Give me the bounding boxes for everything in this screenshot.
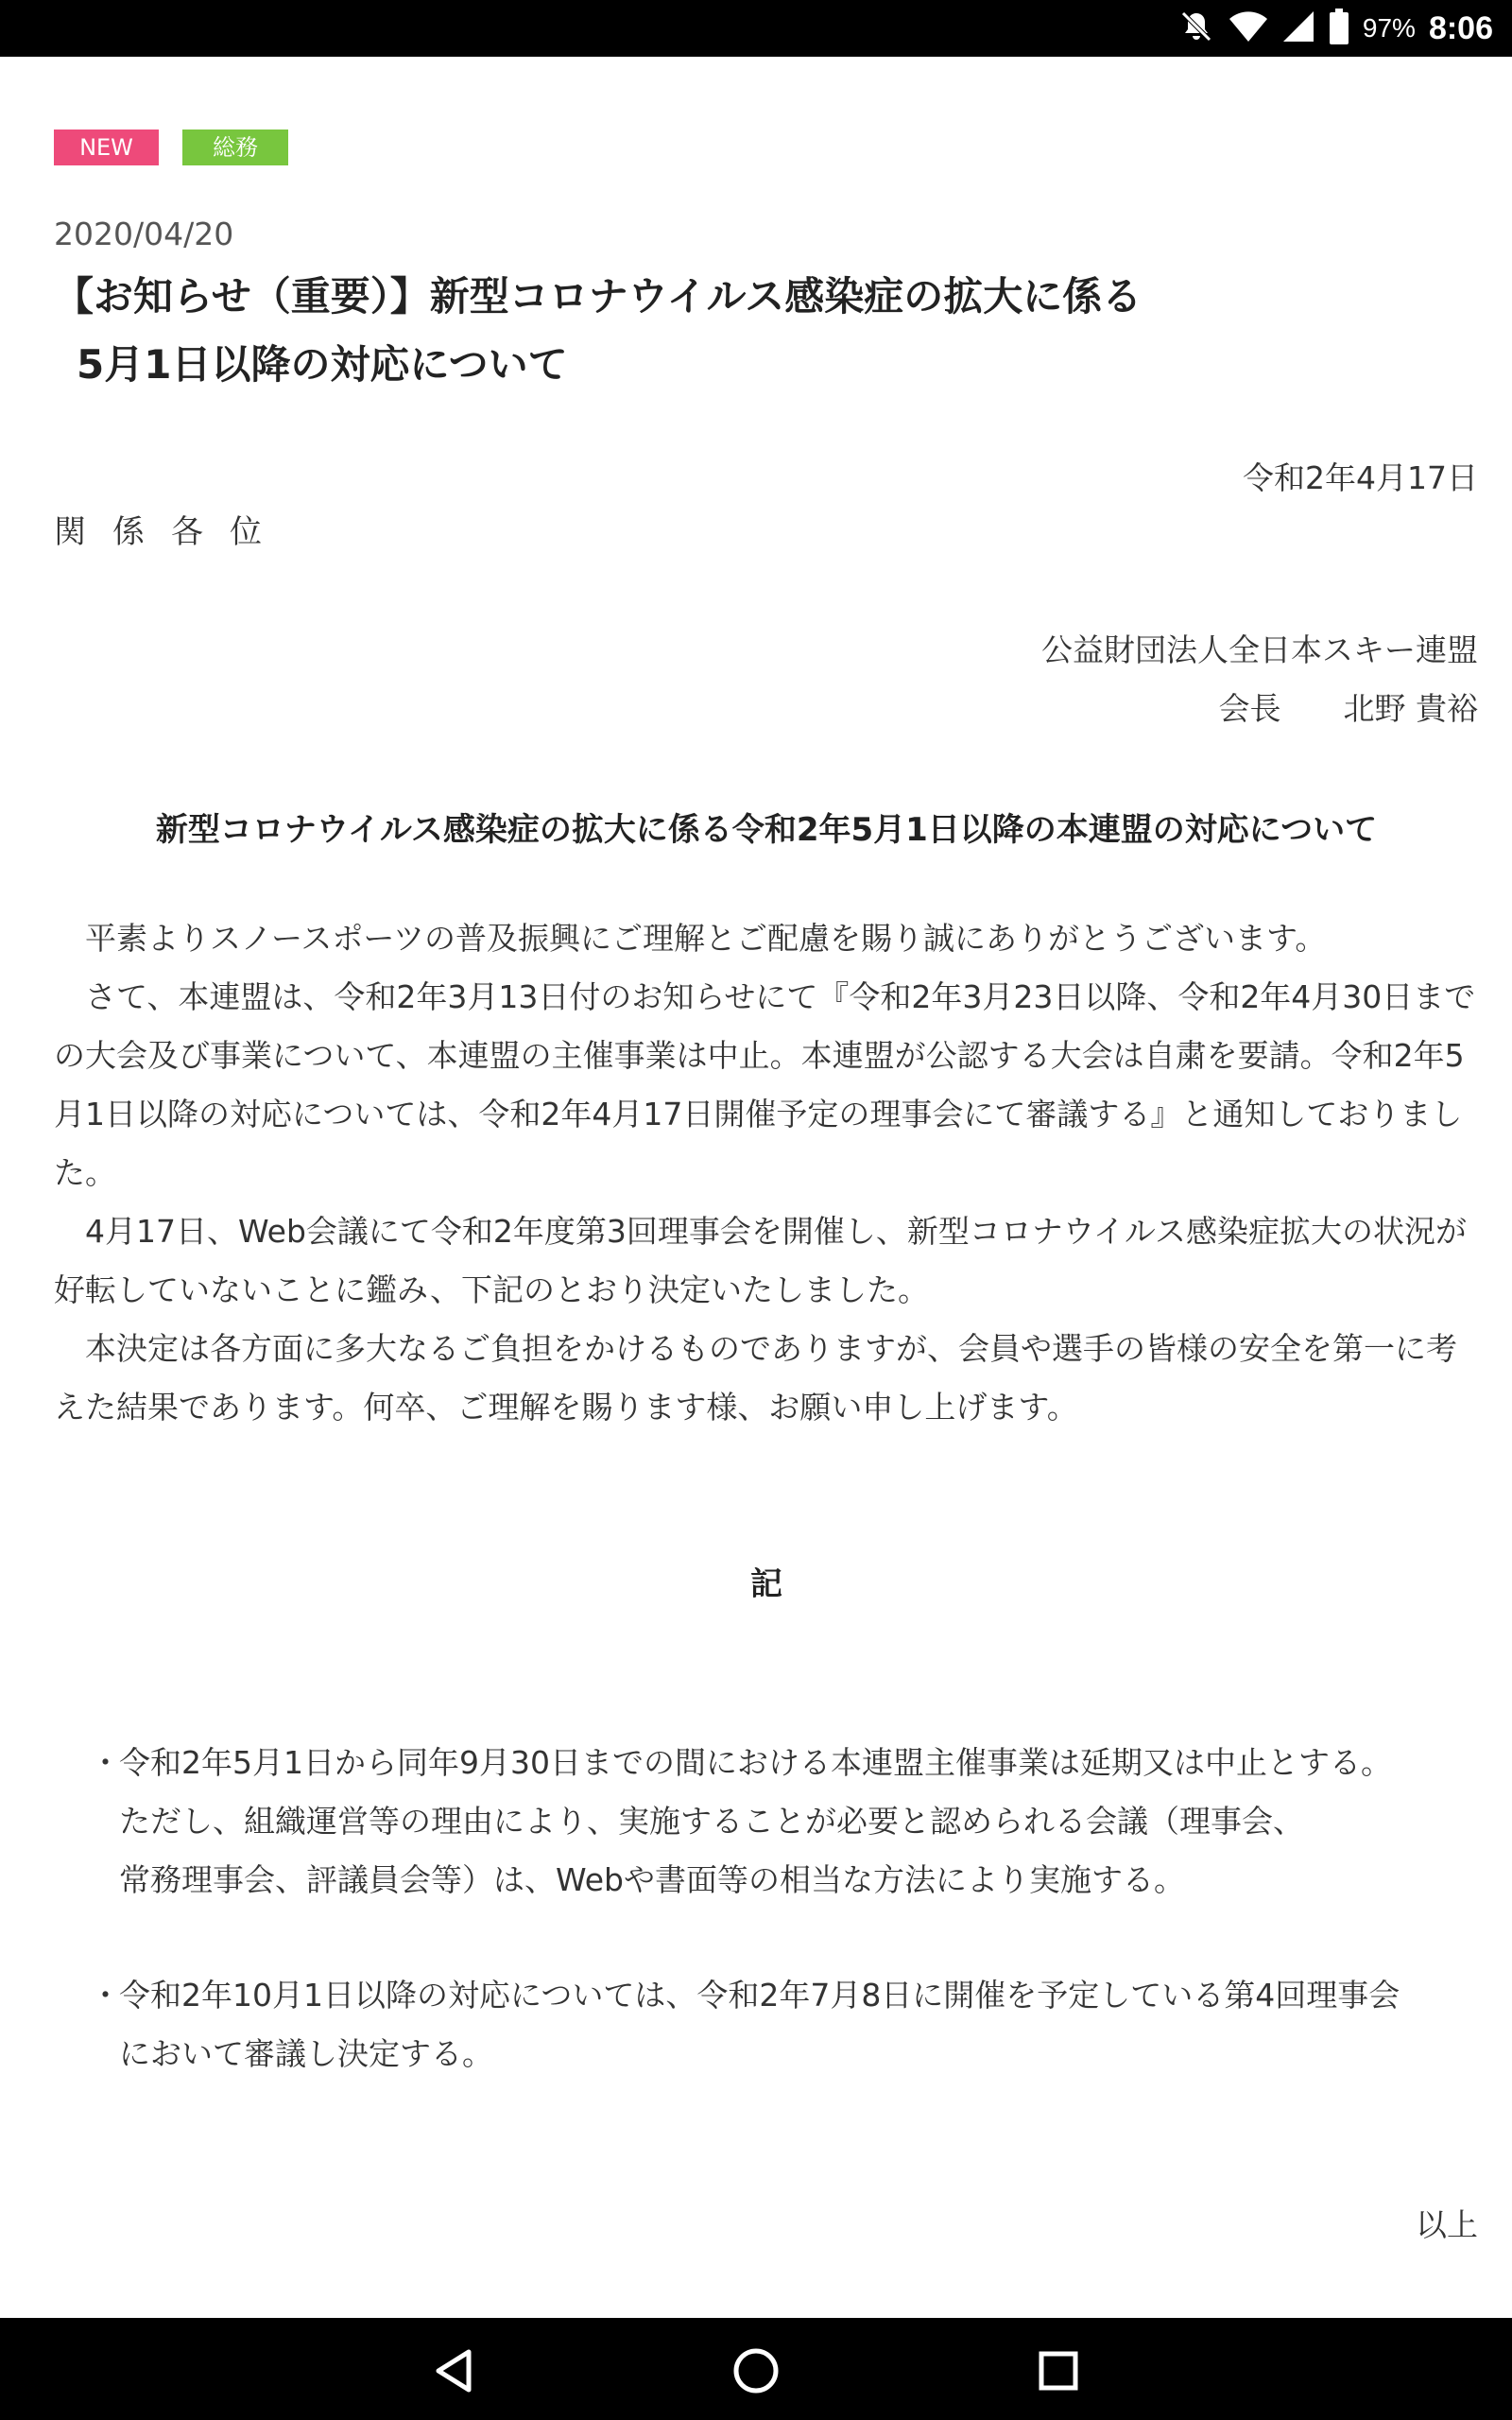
bullet-line: 令和2年5月1日から同年9月30日までの間における本連盟主催事業は延期又は中止とする。 bbox=[119, 1744, 1392, 1781]
post-date: 2020/04/20 bbox=[54, 216, 234, 252]
bullet-line: 常務理事会、評議員会等）は、Webや書面等の相当な方法により実施する。 bbox=[119, 1861, 1185, 1898]
letter-body bbox=[54, 909, 1481, 1437]
recents-icon bbox=[1038, 2350, 1079, 2392]
ki-heading: 記 bbox=[750, 1565, 782, 1603]
article-title bbox=[54, 263, 1396, 399]
issue-date: 令和2年4月17日 bbox=[1243, 459, 1478, 496]
article-content bbox=[0, 57, 1512, 2318]
paragraph: さて、本連盟は、令和2年3月13日付のお知らせにて『令和2年3月23日以降、令和2年4月30日までの大会及び事業について、本連盟の主催事業は中止。本連盟が公認する大会は自粛を要請。令和2年5月1日以降の対応については、令和2年4月17日開催予定の理事会にて審議する』と通知しておりました。 bbox=[54, 978, 1476, 1191]
closing-text: 以上 bbox=[1416, 2206, 1478, 2243]
list-item bbox=[90, 1734, 1479, 1910]
navigation-bar bbox=[0, 2318, 1512, 2420]
home-icon bbox=[732, 2347, 780, 2394]
addressee: 関係各位 bbox=[54, 513, 288, 551]
status-bar bbox=[0, 0, 1512, 57]
bullet-line: において審議し決定する。 bbox=[119, 2035, 493, 2072]
bullet-line: 令和2年10月1日以降の対応については、令和2年7月8日に開催を予定している第4回理事会 bbox=[119, 1977, 1400, 2014]
list-item bbox=[90, 1966, 1479, 2083]
sender-name: 会長 北野 貴裕 bbox=[1218, 690, 1478, 727]
category-tag[interactable]: 総務 bbox=[182, 130, 288, 165]
recents-button[interactable] bbox=[1030, 2342, 1087, 2399]
clock: 8:06 bbox=[1428, 9, 1493, 46]
title-line: 5月1日以降の対応について bbox=[77, 341, 568, 388]
back-button[interactable] bbox=[425, 2342, 482, 2399]
signal-icon bbox=[1281, 9, 1315, 47]
battery-icon bbox=[1329, 9, 1349, 48]
letter-subject: 新型コロナウイルス感染症の拡大に係る令和2年5月1日以降の本連盟の対応について bbox=[155, 811, 1378, 849]
new-badge: NEW bbox=[54, 130, 159, 165]
sender-organization: 公益財団法人全日本スキー連盟 bbox=[1041, 631, 1478, 668]
battery-percentage: 97% bbox=[1362, 13, 1416, 43]
paragraph: 平素よりスノースポーツの普及振興にご理解とご配慮を賜り誠にありがとうございます。 bbox=[85, 920, 1327, 957]
home-button[interactable] bbox=[728, 2342, 784, 2399]
bullet-mark: ・ bbox=[90, 1744, 121, 1781]
wifi-icon bbox=[1228, 9, 1268, 47]
mute-icon bbox=[1177, 8, 1215, 49]
paragraph: 4月17日、Web会議にて令和2年度第3回理事会を開催し、新型コロナウイルス感染症拡大の状況が好転していないことに鑑み、下記のとおり決定いたしました。 bbox=[54, 1213, 1467, 1308]
bullet-mark: ・ bbox=[90, 1977, 121, 2014]
back-icon bbox=[433, 2348, 474, 2394]
paragraph: 本決定は各方面に多大なるご負担をかけるものでありますが、会員や選手の皆様の安全を第一に考えた結果であります。何卒、ご理解を賜ります様、お願い申し上げます。 bbox=[54, 1330, 1457, 1426]
title-line: 【お知らせ（重要）】新型コロナウイルス感染症の拡大に係る bbox=[54, 273, 1143, 320]
bullet-line: ただし、組織運営等の理由により、実施することが必要と認められる会議（理事会、 bbox=[119, 1803, 1304, 1840]
